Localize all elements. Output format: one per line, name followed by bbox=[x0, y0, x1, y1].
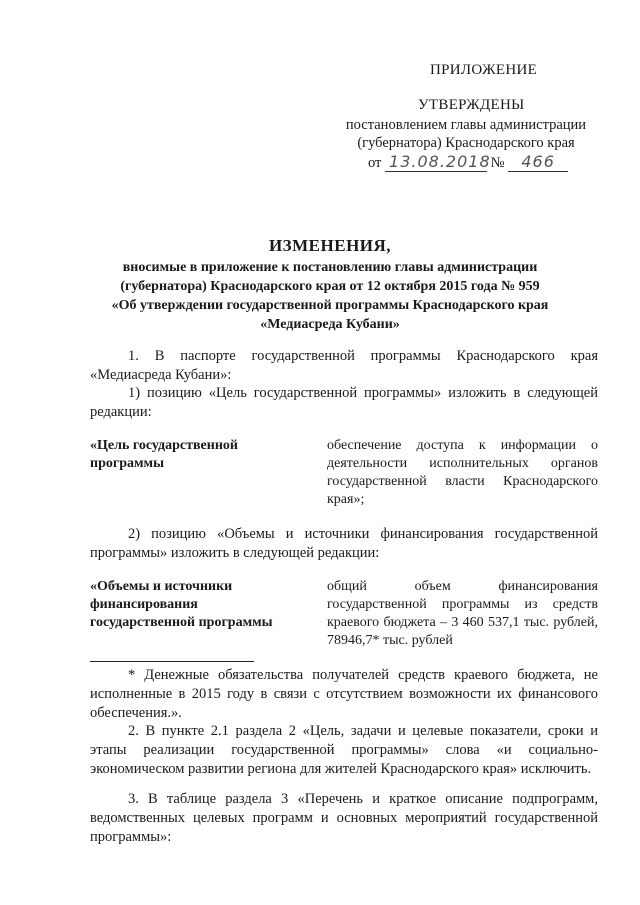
decree-date-number bbox=[368, 152, 568, 172]
document-title: ИЗМЕНЕНИЯ, bbox=[268, 236, 392, 255]
goal-position-label: «Цель государственной программы bbox=[90, 438, 238, 471]
paragraph-1-1: 1) позицию «Цель государственной программы» изложить в следующей редакции: bbox=[90, 385, 598, 420]
paragraph-3: 2. В пункте 2.1 раздела 2 «Цель, задачи и целевые показатели, сроки и этапы реализации государственной программы» слова «и социально-экономическом развитии региона для жителей Краснодарского края» исключить. bbox=[90, 723, 598, 777]
goal-position-text: обеспечение доступа к информации о деятельности исполнительных органов государственной власти Краснодарского края»; bbox=[327, 438, 598, 507]
subtitle-line-4: «Медиасреда Кубани» bbox=[260, 317, 400, 332]
from-label: от bbox=[368, 155, 382, 171]
footnote-divider bbox=[90, 661, 254, 662]
number-label: № bbox=[490, 155, 505, 171]
approved-label: УТВЕРЖДЕНЫ bbox=[418, 97, 525, 113]
funding-position-text: общий объем финансирования государственной программы из средств краевого бюджета – 3 460 537,1 тыс. рублей, 78946,7* тыс. рублей bbox=[327, 579, 598, 648]
subtitle-line-2: (губернатора) Краснодарского края от 12 октября 2015 года № 959 bbox=[120, 279, 540, 294]
handwritten-number: 466 bbox=[508, 152, 568, 172]
document-subtitle bbox=[70, 258, 590, 334]
handwritten-date: 13.08.2018 bbox=[385, 152, 487, 172]
paragraph-1: 1. В паспорте государственной программы Краснодарского края «Медиасреда Кубани»: bbox=[90, 348, 598, 383]
appendix-label: ПРИЛОЖЕНИЕ bbox=[430, 62, 538, 78]
footnote: * Денежные обязательства получателей средств краевого бюджета, не исполненные в 2015 году в связи с отсутствием возможности их финансового обеспечения.». bbox=[90, 667, 598, 721]
subtitle-line-1: вносимые в приложение к постановлению главы администрации bbox=[122, 260, 538, 275]
paragraph-4: 3. В таблице раздела 3 «Перечень и краткое описание подпрограмм, ведомственных целевых программ и основных мероприятий государственной программы»: bbox=[90, 791, 598, 845]
funding-position-label: «Объемы и источники финансирования государственной программы bbox=[90, 579, 273, 630]
paragraph-2: 2) позицию «Объемы и источники финансирования государственной программы» изложить в следующей редакции: bbox=[90, 526, 598, 561]
subtitle-line-3: «Об утверждении государственной программы Краснодарского края bbox=[111, 298, 549, 313]
approval-line-1: постановлением главы администрации bbox=[345, 117, 587, 133]
approval-line-2: (губернатора) Краснодарского края bbox=[357, 135, 575, 151]
